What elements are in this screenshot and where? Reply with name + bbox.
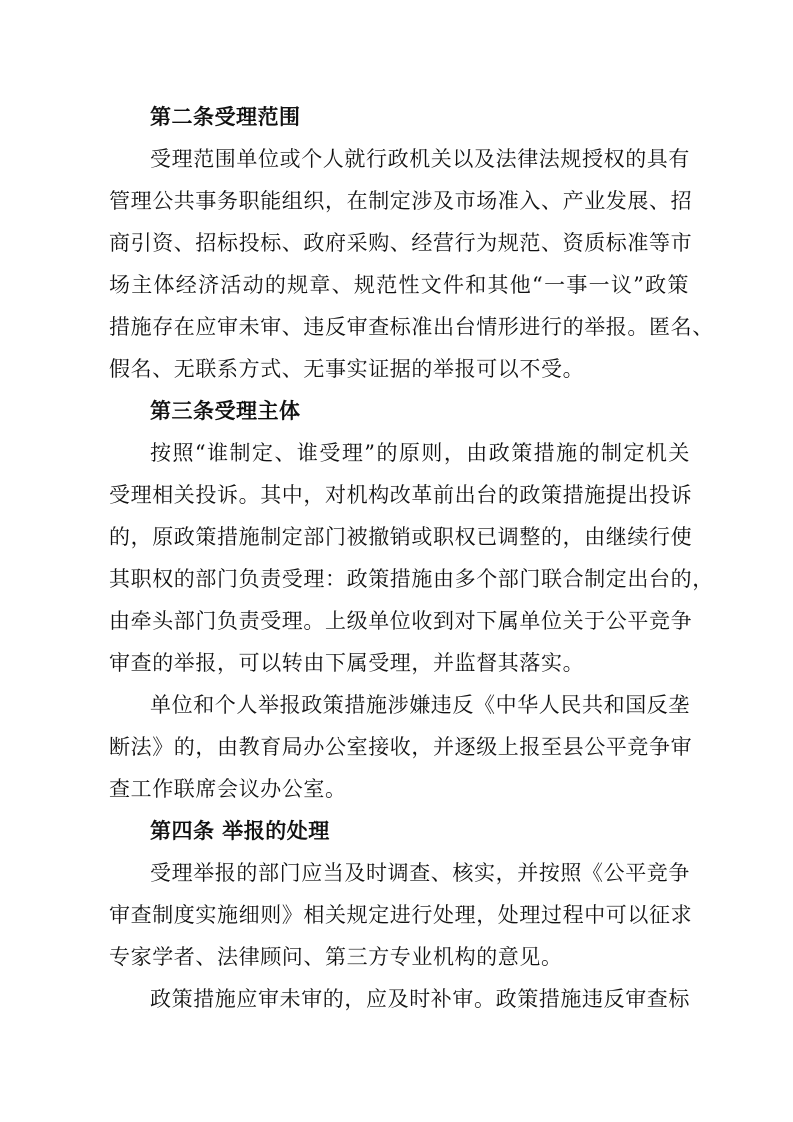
- paragraph-line: 政策措施应审未审的，应及时补审。政策措施违反审查标: [150, 987, 690, 1011]
- paragraph-line: 场主体经济活动的规章、规范性文件和其他“一事一议”政策: [109, 273, 689, 297]
- paragraph-line: 的，原政策措施制定部门被撤销或职权已调整的，由继续行使: [109, 525, 693, 549]
- paragraph-line: 专家学者、法律顾问、第三方专业机构的意见。: [109, 945, 563, 969]
- paragraph-line: 其职权的部门负责受理：政策措施由多个部门联合制定出台的，: [109, 567, 714, 591]
- paragraph-line: 断法》的，由教育局办公室接收，并逐级上报至县公平竞争审: [109, 735, 693, 759]
- paragraph-line: 审查制度实施细则》相关规定进行处理，处理过程中可以征求: [109, 903, 693, 927]
- paragraph-line: 受理举报的部门应当及时调查、核实，并按照《公平竞争: [150, 861, 690, 885]
- section-heading-4: 第四条 举报的处理: [150, 819, 330, 843]
- paragraph-line: 由牵头部门负责受理。上级单位收到对下属单位关于公平竞争: [109, 609, 693, 633]
- paragraph-line: 管理公共事务职能组织，在制定涉及市场准入、产业发展、招: [109, 189, 693, 213]
- paragraph-line: 审查的举报，可以转由下属受理，并监督其落实。: [109, 651, 585, 675]
- paragraph-line: 假名、无联系方式、无事实证据的举报可以不受。: [109, 357, 585, 381]
- paragraph-line: 受理相关投诉。其中，对机构改革前出台的政策措施提出投诉: [109, 483, 693, 507]
- paragraph-line: 受理范围单位或个人就行政机关以及法律法规授权的具有: [150, 147, 690, 171]
- section-heading-3: 第三条受理主体: [150, 399, 301, 423]
- paragraph-line: 商引资、招标投标、政府采购、经营行为规范、资质标准等市: [109, 231, 693, 255]
- section-heading-2: 第二条受理范围: [150, 105, 301, 129]
- paragraph-line: 按照“谁制定、谁受理”的原则，由政策措施的制定机关: [150, 441, 690, 465]
- paragraph-line: 措施存在应审未审、违反审查标准出台情形进行的举报。匿名、: [109, 315, 714, 339]
- paragraph-line: 查工作联席会议办公室。: [109, 777, 347, 801]
- paragraph-line: 单位和个人举报政策措施涉嫌违反《中华人民共和国反垄: [150, 693, 690, 717]
